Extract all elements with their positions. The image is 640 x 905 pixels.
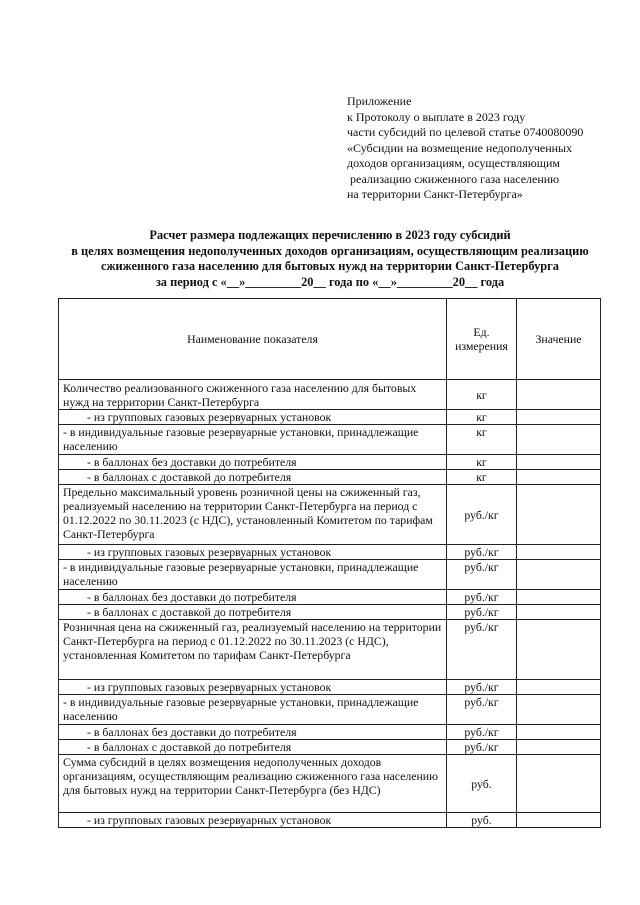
row-name: - в баллонах с доставкой до потребителя [59,605,447,620]
header-name: Наименование показателя [59,299,447,380]
table-row [59,545,601,560]
document-title [40,228,620,290]
row-value [517,590,601,605]
table-row [59,470,601,485]
row-name: - в индивидуальные газовые резервуарные установки, принадлежащие населению [59,560,447,590]
row-name: - в индивидуальные газовые резервуарные установки, принадлежащие населению [59,695,447,725]
table-row [59,455,601,470]
table-row [59,620,601,680]
appendix-line: части субсидий по целевой статье 0740080090 [347,125,584,139]
row-unit: кг [447,425,517,455]
subsidy-table [58,298,601,828]
appendix-line: к Протоколу о выплате в 2023 году [347,109,526,124]
row-value [517,545,601,560]
row-value [517,755,601,813]
table-row [59,605,601,620]
row-value [517,485,601,545]
table-row [59,725,601,740]
appendix-line: доходов организациям, осуществляющим [347,156,561,170]
row-value [517,410,601,425]
table-row [59,813,601,828]
row-unit: руб./кг [447,485,517,545]
row-name: - в баллонах без доставки до потребителя [59,455,447,470]
row-name: - из групповых газовых резервуарных установок [59,410,447,425]
row-value [517,725,601,740]
table-row [59,380,601,410]
table-row [59,425,601,455]
table-row [59,560,601,590]
row-unit: руб./кг [447,695,517,725]
row-value [517,455,601,470]
row-value [517,425,601,455]
row-unit: руб./кг [447,545,517,560]
row-unit: руб./кг [447,725,517,740]
appendix-line: «Субсидии на возмещение недополученных [347,140,573,155]
row-value [517,470,601,485]
row-value [517,740,601,755]
appendix-line: реализацию сжиженного газа населению [347,171,560,186]
row-unit: руб./кг [447,605,517,620]
row-unit: руб./кг [447,620,517,680]
row-name: - в баллонах с доставкой до потребителя [59,470,447,485]
table-row [59,680,601,695]
header-value: Значение [517,299,601,380]
row-name: Сумма субсидий в целях возмещения недополученных доходов организациям, осуществляющим реализацию сжиженного газа населению для бытовых нужд на территории Санкт-Петербурга (без НДС) [59,755,447,813]
row-value [517,680,601,695]
appendix-line: на территории Санкт-Петербурга» [347,187,523,201]
row-unit: кг [447,380,517,410]
title-line: сжиженного газа населению для бытовых нужд на территории Санкт-Петербурга [101,259,559,273]
title-line: за период с «__»_________20__ года по «__»_________20__ года [155,274,505,289]
table-row [59,695,601,725]
row-unit: кг [447,455,517,470]
header-unit: Ед. измерения [447,299,517,380]
row-value [517,605,601,620]
row-name: - из групповых газовых резервуарных установок [59,545,447,560]
row-unit: руб./кг [447,560,517,590]
row-name: - в баллонах с доставкой до потребителя [59,740,447,755]
row-name: Предельно максимальный уровень розничной цены на сжиженный газ, реализуемый населению на территории Санкт-Петербурга на период с 01.12.2022 по 30.11.2023 (с НДС), установленный Комитетом по тарифам Санкт-Петербурга [59,485,447,545]
row-unit: руб./кг [447,680,517,695]
title-line: Расчет размера подлежащих перечислению в 2023 году субсидий [149,228,511,242]
appendix-block [347,94,627,203]
row-value [517,813,601,828]
row-name: - из групповых газовых резервуарных установок [59,680,447,695]
row-name: Розничная цена на сжиженный газ, реализуемый населению на территории Санкт-Петербурга на период с 01.12.2022 по 30.11.2023 (с НДС), установленная Комитетом по тарифам Санкт-Петербурга [59,620,447,680]
row-value [517,695,601,725]
table-row [59,740,601,755]
row-value [517,380,601,410]
table-row [59,590,601,605]
row-name: - в баллонах без доставки до потребителя [59,725,447,740]
row-unit: руб. [447,813,517,828]
table-header-row [59,299,601,380]
row-name: - из групповых газовых резервуарных установок [59,813,447,828]
table-row [59,485,601,545]
row-unit: руб./кг [447,740,517,755]
row-name: Количество реализованного сжиженного газа населению для бытовых нужд на территории Санкт-Петербурга [59,380,447,410]
row-unit: руб. [447,755,517,813]
row-name: - в индивидуальные газовые резервуарные установки, принадлежащие населению [59,425,447,455]
row-value [517,620,601,680]
row-value [517,560,601,590]
table-row [59,410,601,425]
appendix-line: Приложение [347,94,412,108]
row-unit: кг [447,470,517,485]
table-row [59,755,601,813]
row-unit: руб./кг [447,590,517,605]
title-line: в целях возмещения недополученных доходов организациям, осуществляющим реализацию [71,243,589,258]
row-name: - в баллонах без доставки до потребителя [59,590,447,605]
row-unit: кг [447,410,517,425]
